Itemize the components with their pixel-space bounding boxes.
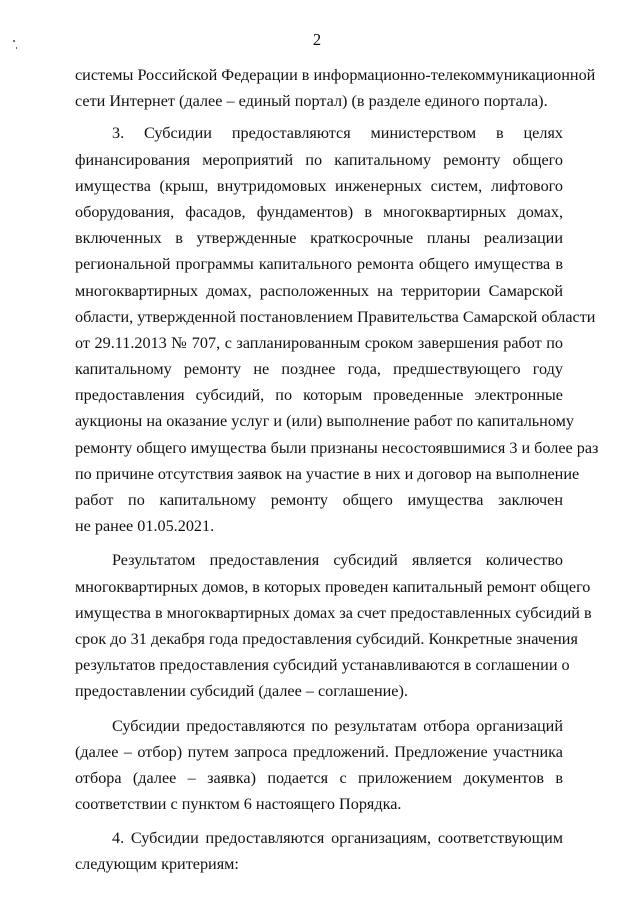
text-line: срок до 31 декабря года предоставления субсидий. Конкретные значения [75, 629, 578, 648]
text-line: многоквартирных домах, расположенных на территории Самарской [75, 281, 563, 300]
document-body [75, 62, 599, 878]
text-line: оборудования, фасадов, фундаментов) в многоквартирных домах, [75, 202, 563, 221]
paragraph [75, 825, 563, 877]
text-line: 4. Субсидии предоставляются организациям, соответствующим [112, 829, 563, 848]
paragraph [75, 120, 599, 539]
text-line: (далее – отбор) путем запроса предложений. Предложение участника [75, 742, 563, 761]
text-line: имущества (крыш, внутридомовых инженерных систем, лифтового [75, 176, 563, 195]
text-line: ремонту общего имущества были признаны несостоявшимися 3 и более раз [75, 438, 599, 457]
text-line: работ по капитальному ремонту общего имущества заключен [75, 491, 563, 509]
text-line: по причине отсутствия заявок на участие в них и договор на выполнение [75, 464, 580, 483]
paragraph [75, 62, 596, 114]
text-line: не ранее 01.05.2021. [75, 517, 215, 536]
paragraph [75, 547, 592, 704]
text-line: капитальному ремонту не позднее года, предшествующего году [75, 360, 563, 379]
text-line: включенных в утвержденные краткосрочные планы реализации [75, 229, 563, 248]
paragraph [75, 713, 563, 818]
text-line: Субсидии предоставляются по результатам отбора организаций [112, 716, 563, 735]
page-number: 2 [312, 30, 322, 49]
text-line: региональной программы капитального ремонта общего имущества в [75, 255, 563, 274]
scan-speck [16, 47, 17, 49]
text-line: соответствии с пунктом 6 настоящего Порядка. [75, 795, 402, 814]
text-line: результатов предоставления субсидий устанавливаются в соглашении о [75, 656, 570, 675]
text-line: предоставлении субсидий (далее – соглашение). [75, 682, 408, 701]
text-line: аукционы на оказание услуг и (или) выполнение работ по капитальному [75, 412, 574, 431]
text-line: отбора (далее – заявка) подается с приложением документов в [75, 768, 563, 787]
text-line: 3. Субсидии предоставляются министерством в целях [112, 124, 563, 143]
text-line: системы Российской Федерации в информационно-телекоммуникационной [75, 66, 596, 84]
text-line: области, утвержденной постановлением Правительства Самарской области [75, 307, 596, 326]
text-line: от 29.11.2013 № 707, с запланированным сроком завершения работ по [75, 333, 563, 352]
text-line: имущества в многоквартирных домах за счет предоставленных субсидий в [75, 603, 592, 622]
text-line: многоквартирных домов, в которых проведен капитальный ремонт общего [75, 577, 591, 596]
text-line: финансирования мероприятий по капитальному ремонту общего [75, 150, 563, 169]
text-line: сети Интернет (далее – единый портал) (в разделе единого портала). [75, 92, 548, 111]
text-line: предоставления субсидий, по которым проведенные электронные [75, 386, 563, 405]
text-line: Результатом предоставления субсидий является количество [112, 551, 563, 570]
scan-speck [13, 40, 15, 42]
text-line: следующим критериям: [75, 855, 239, 874]
